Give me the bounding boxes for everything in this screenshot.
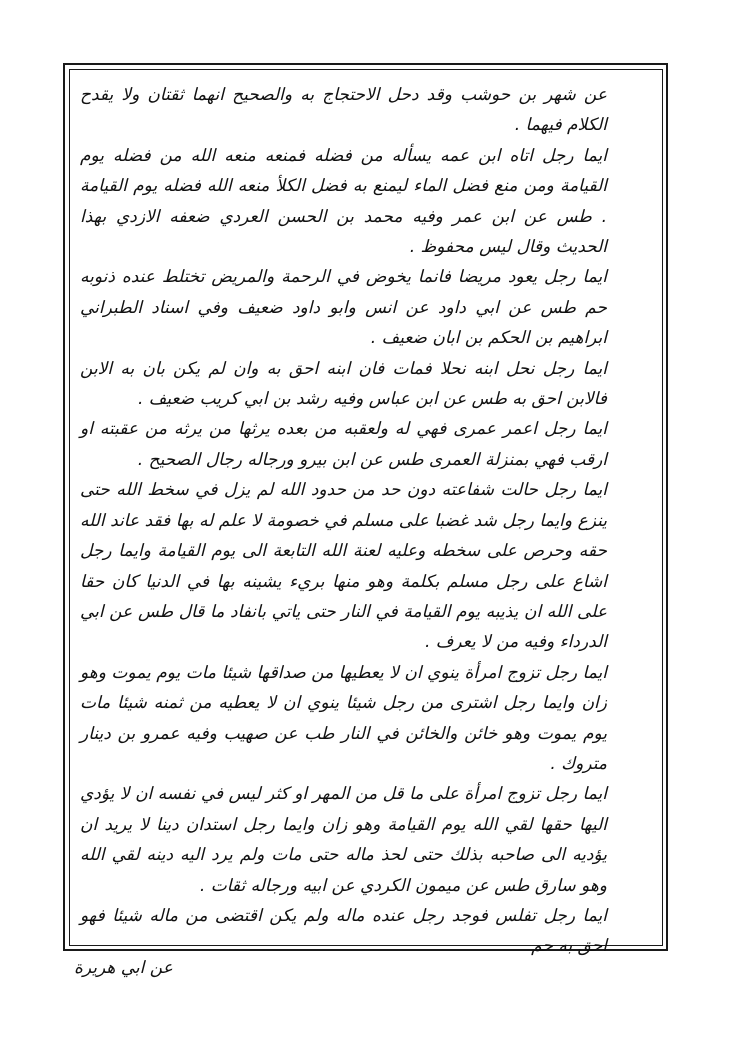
paragraph: ايما رجل نحل ابنه نحلا فمات فان ابنه احق به وان لم يكن بان به الابن فالابن احق به طس عن ابن عباس وفيه رشد بن ابي كريب ضعيف . <box>80 358 607 410</box>
paragraph: ايما رجل يعود مريضا فانما يخوض في الرحمة والمريض تختلط عنده ذنوبه حم طس عن ابي داود عن انس وابو داود ضعيف وفي اسناد الطبراني ابراهيم بن الحكم بن ابان ضعيف . <box>80 267 607 349</box>
paragraph: ايما رجل اتاه ابن عمه يسأله من فضله فمنعه منعه الله من فضله يوم القيامة ومن منع فضل الماء ليمنع به فضل الكلأ منعه الله فضله يوم القيامة . طس عن ابن عمر وفيه محمد بن الحسن العردي ضعفه الازدي بهذا الحديث وقال ليس محفوظ . <box>80 145 607 258</box>
paragraph: ايما رجل تزوج امرأة على ما قل من المهر او كثر ليس في نفسه ان لا يؤدي اليها حقها لقي الله يوم القيامة وهو زان وايما رجل استدان دينا لا يريد ان يؤديه الى صاحبه بذلك حتى لحذ ماله حتى مات ولم يرد اليه دينه لقي الله وهو سارق طس عن ميمون الكردي عن ابيه ورجاله ثقات . <box>80 784 607 896</box>
paragraph: ايما رجل تزوج امرأة ينوي ان لا يعطيها من صداقها شيئا مات يوم يموت وهو زان وايما رجل اشترى من رجل شيئا ينوي ان لا يعطيه من ثمنه شيئا مات يوم يموت وهو خائن والخائن في النار طب عن صهيب وفيه عمرو بن دينار متروك . <box>80 662 607 774</box>
catchword: عن ابي هريرة <box>74 958 173 978</box>
manuscript-text <box>80 80 607 957</box>
paragraph: عن شهر بن حوشب وقد دحل الاحتجاج به والصحيح انهما ثقتان ولا يقدح الكلام فيهما . <box>80 85 607 136</box>
paragraph: ايما رجل تفلس فوجد رجل عنده ماله ولم يكن اقتضى من ماله شيئا فهو احق به حم <box>80 905 607 957</box>
paragraph: ايما رجل اعمر عمرى فهي له ولعقبه من بعده يرثها من يرثه من عقبته او ارقب فهي بمنزلة العمرى طس عن ابن بيرو ورجاله رجال الصحيح . <box>80 419 607 470</box>
paragraph: ايما رجل حالت شفاعته دون حد من حدود الله لم يزل في سخط الله حتى ينزع وايما رجل شد غضبا على مسلم في خصومة لا علم له بها فقد عاند الله حقه وحرص على سخطه وعليه لعنة الله التابعة الى يوم القيامة وايما رجل اشاع على رجل مسلم بكلمة وهو منها بريء يشينه بها في الدنيا كان حقا على الله ان يذيبه يوم القيامة في النار حتى ياتي بانفاد ما قال طس عن ابي الدرداء وفيه من لا يعرف . <box>80 480 607 653</box>
